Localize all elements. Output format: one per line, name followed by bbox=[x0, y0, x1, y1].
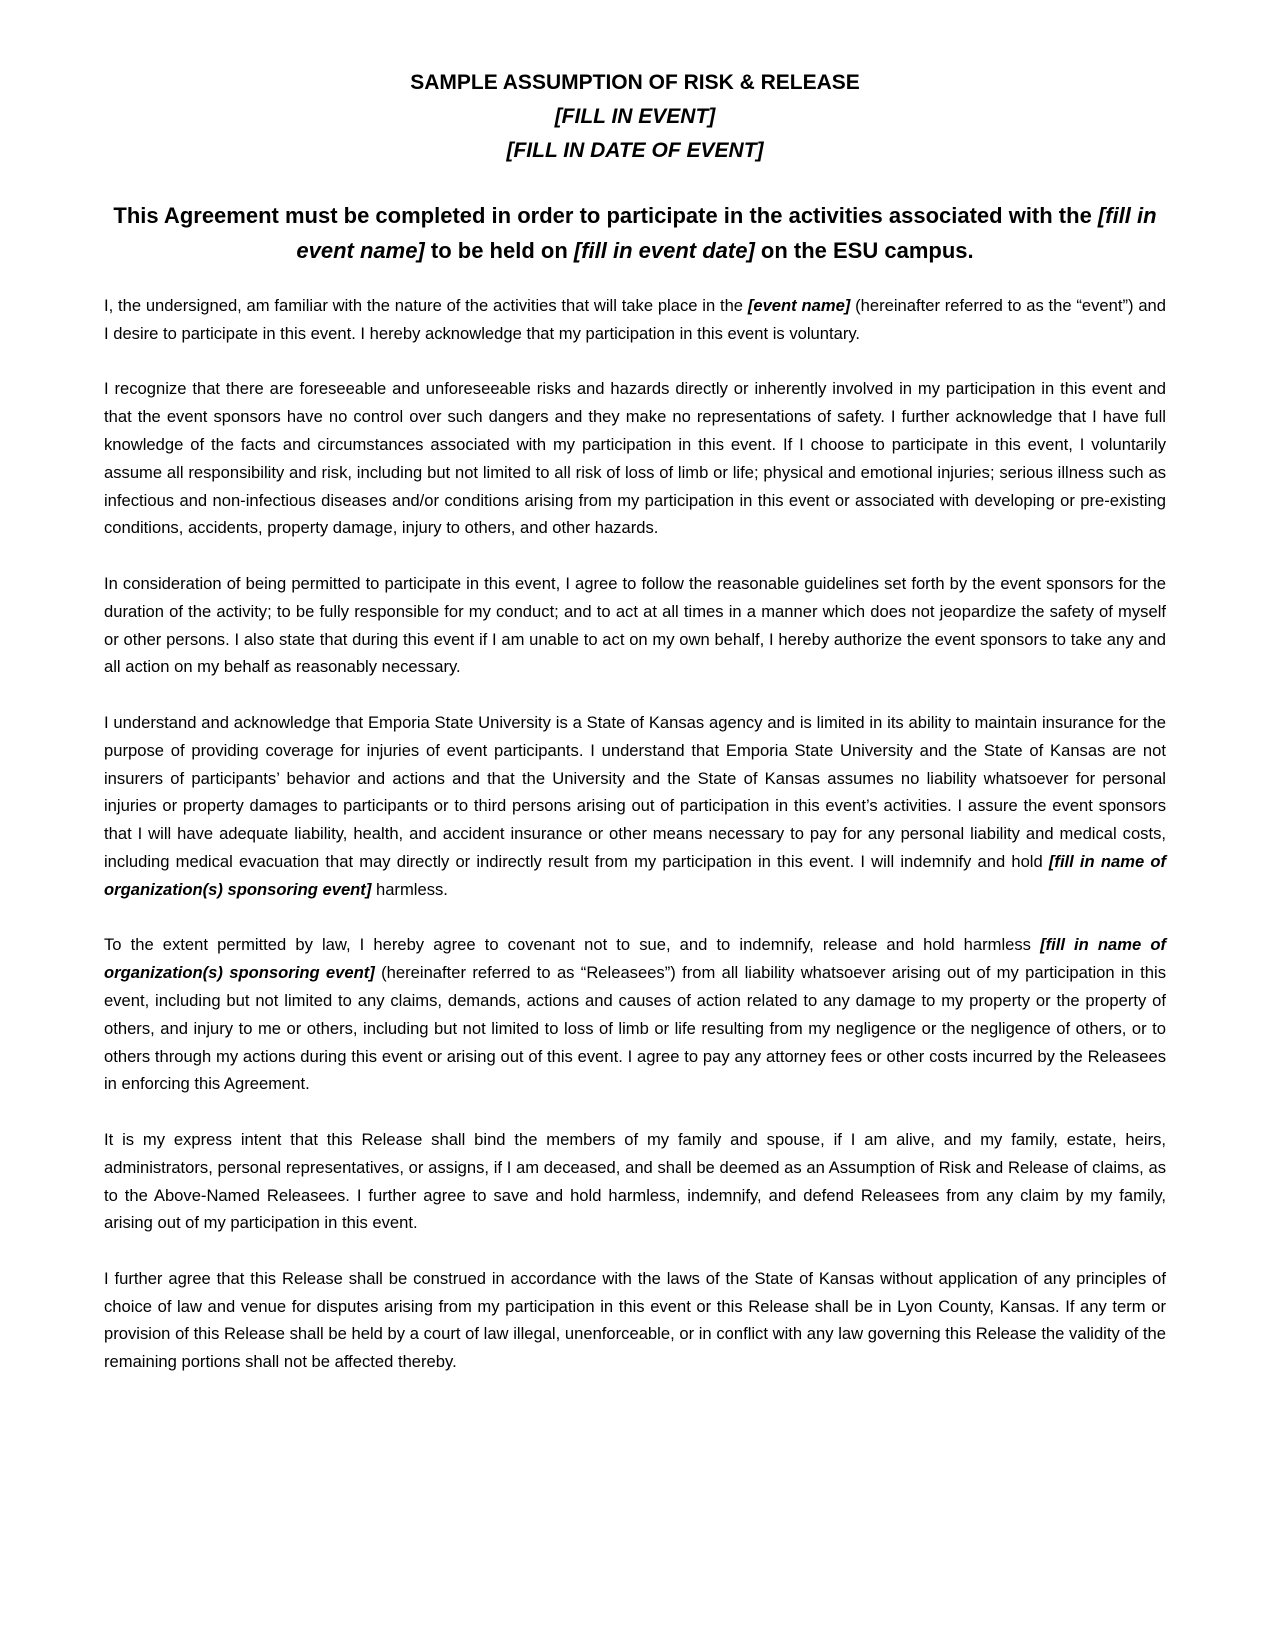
paragraph-text: (hereinafter referred to as “Releasees”) from all liability whatsoever arising out of my participation in this event, including but not limited to any claims, demands, actions and causes of action related to any damage to my property or the property of others, and injury to me or others, including but not limited to loss of limb or life resulting from my negligence or the negligence of others, or to others through my actions during this event or arising out of this event. I agree to pay any attorney fees or other costs incurred by the Releasees in enforcing this Agreement. bbox=[104, 963, 1167, 1094]
subtitle-text: This Agreement must be completed in order to participate in the activities associated with the bbox=[113, 203, 1098, 228]
paragraph-text: I, the undersigned, am familiar with the nature of the activities that will take place in the bbox=[104, 296, 748, 315]
event-name-field: [event name] bbox=[747, 296, 851, 315]
paragraph-risks: I recognize that there are foreseeable and unforeseeable risks and hazards directly or inherently involved in my participation in this event and that the event sponsors have no control over such dangers and they make no representations of safety. I further acknowledge that I have full knowledge of the facts and circumstances associated with my participation in this event. If I choose to participate in this event, I voluntarily assume all responsibility and risk, including but not limited to all risk of loss of limb or life; physical and emotional injuries; serious illness such as infectious and non-infectious diseases and/or conditions arising from my participation in this event or associated with developing or pre-existing conditions, accidents, property damage, injury to others, and other hazards. bbox=[104, 379, 1166, 538]
agreement-subtitle bbox=[104, 198, 1166, 268]
paragraph-text: (hereinafter referred to as the “event”) and I desire to participate in this event. I hereby acknowledge that my participation in this event is voluntary. bbox=[104, 296, 1167, 343]
paragraph-binding: It is my express intent that this Release shall bind the members of my family and spouse, if I am alive, and my family, estate, heirs, administrators, personal representatives, or assigns, if I am deceased, and shall be deemed as an Assumption of Risk and Release of claims, as to the Above-Named Releasees. I further agree to save and hold harmless, indemnify, and defend Releasees from any claim by my family, arising out of my participation in this event. bbox=[104, 1129, 1166, 1233]
subtitle-text: to be held on bbox=[424, 238, 574, 263]
paragraph-covenant bbox=[104, 931, 1166, 1098]
title-block bbox=[104, 66, 1166, 168]
date-placeholder: [FILL IN DATE OF EVENT] bbox=[506, 139, 764, 162]
organization-field: [fill in name of organization(s) sponsoring event] bbox=[104, 851, 1166, 899]
paragraph-text: harmless. bbox=[371, 879, 448, 899]
document-title: SAMPLE ASSUMPTION OF RISK & RELEASE bbox=[410, 71, 860, 94]
document-page bbox=[104, 0, 1166, 1404]
event-placeholder: [FILL IN EVENT] bbox=[554, 105, 716, 128]
document-body bbox=[104, 292, 1166, 1376]
paragraph-text: I understand and acknowledge that Emporia State University is a State of Kansas agency and is limited in its ability to maintain insurance for the purpose of providing coverage for injuries of event participants. I understand that Emporia State University and the State of Kansas are not insurers of participants’ behavior and actions and that the University and the State of Kansas assumes no liability whatsoever for personal injuries or property damages to participants or to third persons arising out of participation in this event’s activities. I assure the event sponsors that I will have adequate liability, health, and accident insurance or other means necessary to pay for any personal liability and medical costs, including medical evacuation that may directly or indirectly result from my participation in this event. I will indemnify and hold bbox=[104, 712, 1166, 871]
paragraph-text: To the extent permitted by law, I hereby agree to covenant not to sue, and to indemnify, release and hold harmless bbox=[104, 935, 1041, 955]
event-date-placeholder: [fill in event date] bbox=[573, 238, 755, 263]
paragraph-governing-law: I further agree that this Release shall be construed in accordance with the laws of the State of Kansas without application of any principles of choice of law and venue for disputes arising from my participation in this event or this Release shall be in Lyon County, Kansas. If any term or provision of this Release shall be held by a court of law illegal, unenforceable, or in conflict with any law governing this Release the validity of the remaining portions shall not be affected thereby. bbox=[104, 1268, 1166, 1372]
organization-field: [fill in name of organization(s) sponsoring event] bbox=[104, 935, 1166, 983]
paragraph-insurance bbox=[104, 709, 1166, 904]
event-name-placeholder: [fill in event name] bbox=[296, 203, 1157, 263]
paragraph-acknowledgement bbox=[104, 292, 1166, 348]
paragraph-guidelines: In consideration of being permitted to participate in this event, I agree to follow the reasonable guidelines set forth by the event sponsors for the duration of the activity; to be fully responsible for my conduct; and to act at all times in a manner which does not jeopardize the safety of myself or other persons. I also state that during this event if I am unable to act on my own behalf, I hereby authorize the event sponsors to take any and all action on my behalf as reasonably necessary. bbox=[104, 573, 1166, 677]
subtitle-text: on the ESU campus. bbox=[754, 238, 974, 263]
